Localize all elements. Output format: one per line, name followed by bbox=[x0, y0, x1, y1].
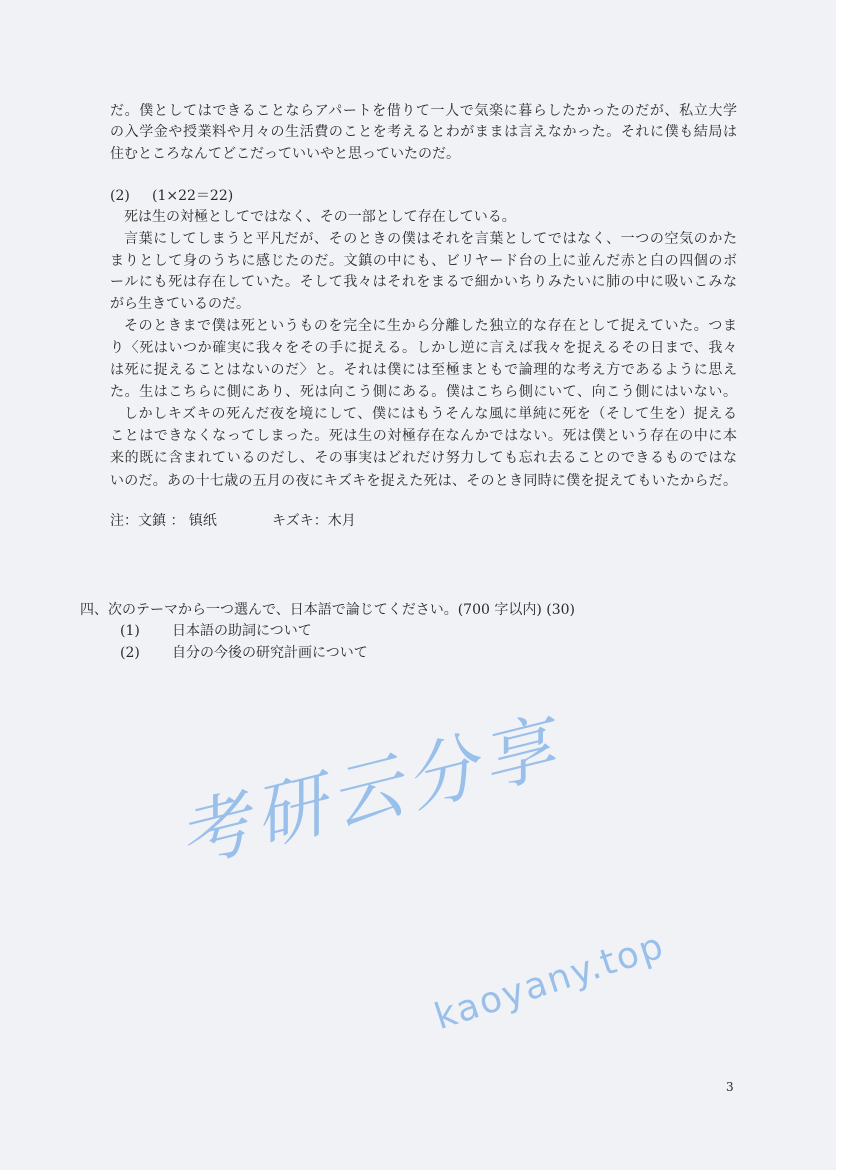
page-number: 3 bbox=[726, 1080, 734, 1094]
text-line: だ。僕としてはできることならアパートを借りて一人で気楽に暮らしたかったのだが、私立大学 bbox=[110, 103, 737, 119]
watermark-cjk: 考研云分享 bbox=[169, 703, 569, 880]
text-line: しかしキズキの死んだ夜を境にして、僕にはもうそんな風に単純に死を（そして生を）捉える bbox=[124, 406, 737, 422]
text-line: まりとして身のうちに感じたのだ。文鎮の中にも、ビリヤード台の上に並んだ赤と白の四個のボ bbox=[110, 253, 737, 269]
text-line: た。生はこちらに側にあり、死は向こう側にある。僕はこちら側にいて、向こう側にはいない。 bbox=[110, 384, 737, 400]
note-term: 文鎮 ： 镇纸 bbox=[138, 513, 217, 529]
option-number: (1) bbox=[120, 623, 140, 639]
text-line: ことはできなくなってしまった。死は生の対極存在なんかではない。死は僕という存在の中に本 bbox=[110, 428, 737, 444]
section-heading: 四、次のテーマから一つ選んで、日本語で論じてください。(700 字以内) (30) bbox=[80, 602, 576, 618]
option-text: 自分の今後の研究計画について bbox=[172, 645, 368, 661]
text-line: 住むところなんてどこだっていいやと思っていたのだ。 bbox=[110, 146, 460, 162]
text-line: 言葉にしてしまうと平凡だが、そのときの僕はそれを言葉としてではなく、一つの空気のかた bbox=[124, 231, 737, 247]
text-line: は死に捉えることはないのだ〉と。それは僕には至極まともで論理的な考え方であるように思え bbox=[110, 362, 737, 378]
watermark-url: kaoyany.top bbox=[429, 925, 670, 1039]
option-number: (2) bbox=[120, 645, 140, 661]
text-line: そのときまで僕は死というものを完全に生から分離した独立的な存在として捉えていた。つま bbox=[124, 318, 737, 334]
option-text: 日本語の助詞について bbox=[172, 623, 312, 639]
text-line: がら生きているのだ。 bbox=[110, 296, 250, 312]
scan-edge bbox=[836, 0, 850, 1170]
note-term: キズキ：木月 bbox=[272, 513, 356, 529]
text-line: り〈死はいつか確実に我々をその手に捉える。しかし逆に言えば我々を捉えるその日まで、我々 bbox=[110, 340, 737, 356]
text-line: いのだ。あの十七歳の五月の夜にキズキを捉えた死は、そのとき同時に僕を捉えてもいたからだ。 bbox=[110, 473, 737, 489]
text-line: 死は生の対極としてではなく、その一部として存在している。 bbox=[124, 209, 516, 225]
question-score: (1×22＝22) bbox=[152, 188, 234, 204]
question-number: (2) bbox=[110, 188, 130, 204]
text-line: の入学金や授業料や月々の生活費のことを考えるとわがままは言えなかった。それに僕も結局は bbox=[110, 124, 737, 140]
text-line: 来的既に含まれているのだし、その事実はどれだけ努力しても忘れ去ることのできるものではな bbox=[110, 450, 737, 466]
note-label: 注： bbox=[110, 513, 138, 529]
text-line: ールにも死は存在していた。そして我々はそれをまるで細かいちりみたいに肺の中に吸いこみな bbox=[110, 274, 737, 290]
